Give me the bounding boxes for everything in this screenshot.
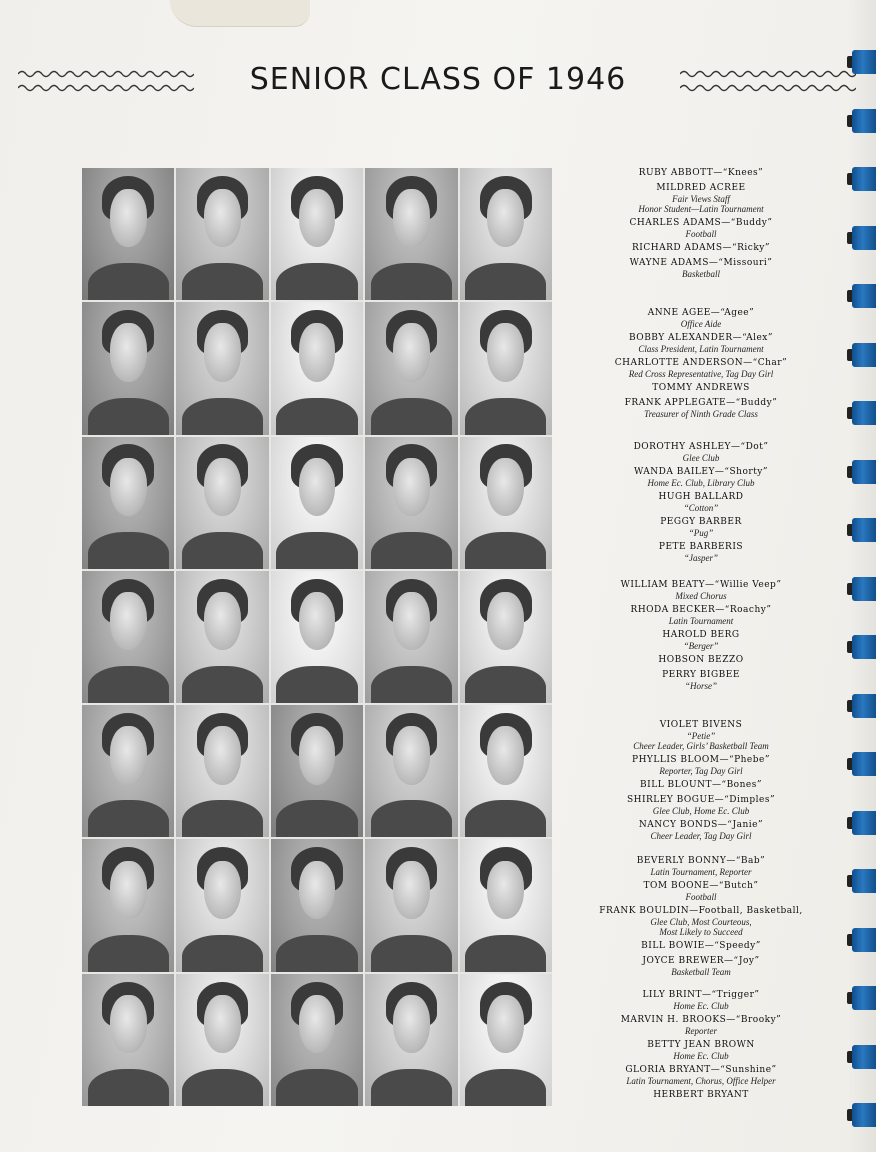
portrait-face <box>487 995 524 1053</box>
student-name: RICHARD ADAMS—“Ricky” <box>632 243 770 253</box>
student-entry <box>568 1040 834 1061</box>
student-name: PERRY BIGBEE <box>662 670 740 680</box>
portrait-shoulders <box>276 263 357 300</box>
student-name: LILY BRINT—“Trigger” <box>642 990 760 1000</box>
student-portrait <box>460 705 552 837</box>
student-name: PHYLLIS BLOOM—“Phebe” <box>632 755 770 765</box>
student-name: BETTY JEAN BROWN <box>647 1040 755 1050</box>
student-name: TOMMY ANDREWS <box>652 383 750 393</box>
student-portrait <box>82 705 174 837</box>
spiral-coil <box>852 986 876 1010</box>
caption-block-row-2 <box>568 308 834 423</box>
student-activity: “Petie” <box>686 731 716 741</box>
student-entry <box>568 243 834 254</box>
student-entry <box>568 780 834 791</box>
student-portrait <box>460 437 552 569</box>
student-activity: Fair Views Staff <box>672 194 730 204</box>
student-portrait <box>365 168 457 300</box>
portrait-face <box>487 189 524 247</box>
student-portrait <box>82 437 174 569</box>
student-entry <box>568 881 834 902</box>
student-entry <box>568 655 834 666</box>
caption-block-row-3 <box>568 442 834 567</box>
student-portrait <box>82 571 174 703</box>
portrait-face <box>487 592 524 650</box>
portrait-shoulders <box>88 1069 169 1106</box>
student-entry <box>568 218 834 239</box>
portrait-face <box>204 189 241 247</box>
portrait-face <box>393 726 430 784</box>
student-portrait <box>82 974 174 1106</box>
student-name: WILLIAM BEATY—“Willie Veep” <box>620 580 782 590</box>
student-name: PEGGY BARBER <box>660 517 742 527</box>
portrait-face <box>299 323 336 381</box>
student-portrait <box>271 571 363 703</box>
spiral-coil <box>852 343 876 367</box>
portrait-shoulders <box>465 800 546 837</box>
student-activity: Mixed Chorus <box>675 591 727 601</box>
spiral-coil <box>852 1045 876 1069</box>
student-name: BEVERLY BONNY—“Bab” <box>636 856 766 866</box>
student-entry <box>568 333 834 354</box>
student-name: BILL BLOUNT—“Bones” <box>640 780 762 790</box>
spiral-coil <box>852 284 876 308</box>
student-entry <box>568 990 834 1011</box>
portrait-shoulders <box>88 935 169 972</box>
student-entry <box>568 670 834 691</box>
student-entry <box>568 308 834 329</box>
torn-paper-edge <box>170 0 310 27</box>
portrait-face <box>299 592 336 650</box>
student-portrait <box>365 705 457 837</box>
student-portrait <box>460 168 552 300</box>
portrait-face <box>110 861 147 919</box>
portrait-shoulders <box>88 263 169 300</box>
portrait-shoulders <box>276 935 357 972</box>
student-activity: Glee Club, Most Courteous, <box>650 917 752 927</box>
student-activity: Basketball <box>682 269 720 279</box>
portrait-shoulders <box>465 532 546 569</box>
student-name: FRANK APPLEGATE—“Buddy” <box>624 398 778 408</box>
student-portrait <box>176 705 268 837</box>
student-entry <box>568 467 834 488</box>
portrait-face <box>204 726 241 784</box>
student-portrait <box>176 302 268 434</box>
spiral-coil <box>852 401 876 425</box>
student-entry <box>568 398 834 419</box>
portrait-shoulders <box>276 532 357 569</box>
student-portrait <box>176 839 268 971</box>
student-name: WANDA BAILEY—“Shorty” <box>634 467 768 477</box>
portrait-shoulders <box>276 1069 357 1106</box>
spiral-coil <box>852 635 876 659</box>
student-name: CHARLOTTE ANDERSON—“Char” <box>614 358 788 368</box>
student-portrait <box>176 168 268 300</box>
student-portrait <box>460 974 552 1106</box>
portrait-shoulders <box>276 800 357 837</box>
student-portrait <box>460 839 552 971</box>
portrait-shoulders <box>182 1069 263 1106</box>
student-name: ANNE AGEE—“Agee” <box>647 308 755 318</box>
student-activity: Glee Club <box>682 453 720 463</box>
student-activity: Latin Tournament, Chorus, Office Helper <box>626 1076 776 1086</box>
student-name: HERBERT BRYANT <box>653 1090 749 1100</box>
student-entry <box>568 1015 834 1036</box>
student-activity: Cheer Leader, Girls’ Basketball Team <box>633 741 769 751</box>
caption-column <box>568 168 834 1106</box>
student-entry <box>568 358 834 379</box>
student-name: TOM BOONE—“Butch” <box>643 881 759 891</box>
student-activity: Class President, Latin Tournament <box>638 344 764 354</box>
student-entry <box>568 492 834 513</box>
portrait-shoulders <box>88 532 169 569</box>
caption-block-row-5 <box>568 720 834 845</box>
student-activity: Home Ec. Club <box>673 1001 729 1011</box>
student-activity: “Berger” <box>683 641 719 651</box>
student-portrait <box>271 974 363 1106</box>
spiral-binding <box>848 0 876 1152</box>
student-activity: Treasurer of Ninth Grade Class <box>644 409 758 419</box>
student-portrait <box>82 168 174 300</box>
student-name: DOROTHY ASHLEY—“Dot” <box>633 442 769 452</box>
portrait-shoulders <box>465 666 546 703</box>
student-name: VIOLET BIVENS <box>659 720 743 730</box>
portrait-shoulders <box>465 935 546 972</box>
portrait-shoulders <box>182 666 263 703</box>
caption-block-row-6 <box>568 856 834 981</box>
portrait-shoulders <box>371 1069 452 1106</box>
portrait-face <box>487 323 524 381</box>
caption-block-row-7 <box>568 990 834 1105</box>
portrait-face <box>110 323 147 381</box>
student-entry <box>568 820 834 841</box>
spiral-coil <box>852 694 876 718</box>
student-portrait <box>271 168 363 300</box>
portrait-shoulders <box>88 398 169 435</box>
student-entry <box>568 755 834 776</box>
portrait-face <box>299 189 336 247</box>
student-portrait <box>271 302 363 434</box>
portrait-shoulders <box>182 263 263 300</box>
student-entry <box>568 183 834 214</box>
student-name: WAYNE ADAMS—“Missouri” <box>629 258 773 268</box>
student-portrait <box>365 437 457 569</box>
portrait-shoulders <box>182 532 263 569</box>
page-title: SENIOR CLASS OF 1946 <box>249 62 627 97</box>
portrait-face <box>487 861 524 919</box>
portrait-face <box>393 995 430 1053</box>
student-entry <box>568 1090 834 1101</box>
caption-block-row-4 <box>568 580 834 695</box>
student-activity: Cheer Leader, Tag Day Girl <box>650 831 752 841</box>
portrait-face <box>299 995 336 1053</box>
spiral-coil <box>852 577 876 601</box>
student-entry <box>568 856 834 877</box>
student-entry <box>568 383 834 394</box>
portrait-face <box>204 861 241 919</box>
student-portrait <box>365 839 457 971</box>
portrait-face <box>204 458 241 516</box>
spiral-coil <box>852 109 876 133</box>
spiral-coil <box>852 1103 876 1127</box>
student-portrait <box>271 705 363 837</box>
student-entry <box>568 258 834 279</box>
student-name: JOYCE BREWER—“Joy” <box>642 956 760 966</box>
student-portrait <box>176 571 268 703</box>
student-activity: Reporter, Tag Day Girl <box>659 766 743 776</box>
student-entry <box>568 956 834 977</box>
portrait-grid <box>82 168 552 1106</box>
portrait-face <box>299 726 336 784</box>
student-activity: Latin Tournament <box>668 616 734 626</box>
spiral-coil <box>852 869 876 893</box>
student-name: MARVIN H. BROOKS—“Brooky” <box>620 1015 782 1025</box>
portrait-shoulders <box>371 398 452 435</box>
portrait-shoulders <box>276 666 357 703</box>
student-portrait <box>365 974 457 1106</box>
spiral-coil <box>852 518 876 542</box>
student-entry <box>568 580 834 601</box>
student-activity: Basketball Team <box>671 967 731 977</box>
student-name: BILL BOWIE—“Speedy” <box>641 941 761 951</box>
student-portrait <box>271 839 363 971</box>
spiral-coil <box>852 226 876 250</box>
student-name: HOBSON BEZZO <box>658 655 744 665</box>
portrait-face <box>393 592 430 650</box>
student-name: PETE BARBERIS <box>658 542 744 552</box>
portrait-shoulders <box>465 1069 546 1106</box>
portrait-face <box>110 592 147 650</box>
left-wave-ornament <box>18 68 194 96</box>
student-portrait <box>82 839 174 971</box>
student-name: MILDRED ACREE <box>656 183 746 193</box>
student-entry <box>568 542 834 563</box>
portrait-shoulders <box>371 263 452 300</box>
student-entry <box>568 442 834 463</box>
student-name: BOBBY ALEXANDER—“Alex” <box>629 333 773 343</box>
portrait-face <box>487 726 524 784</box>
student-activity: Football <box>685 229 717 239</box>
portrait-face <box>204 323 241 381</box>
student-activity: Most Likely to Succeed <box>659 927 743 937</box>
student-activity: Office Aide <box>680 319 722 329</box>
student-portrait <box>365 571 457 703</box>
portrait-face <box>299 861 336 919</box>
student-portrait <box>460 571 552 703</box>
portrait-face <box>110 189 147 247</box>
student-entry <box>568 720 834 751</box>
student-portrait <box>271 437 363 569</box>
student-portrait <box>365 302 457 434</box>
student-name: FRANK BOULDIN—Football, Basketball, <box>599 906 803 916</box>
portrait-shoulders <box>371 532 452 569</box>
portrait-face <box>393 189 430 247</box>
portrait-shoulders <box>371 800 452 837</box>
student-activity: Home Ec. Club, Library Club <box>647 478 755 488</box>
student-activity: Home Ec. Club <box>673 1051 729 1061</box>
student-name: NANCY BONDS—“Janie” <box>638 820 764 830</box>
spiral-coil <box>852 928 876 952</box>
student-name: RUBY ABBOTT—“Knees” <box>638 168 764 178</box>
portrait-face <box>110 726 147 784</box>
student-activity: Honor Student—Latin Tournament <box>638 204 764 214</box>
student-entry <box>568 1065 834 1086</box>
portrait-shoulders <box>465 398 546 435</box>
caption-block-row-1 <box>568 168 834 283</box>
portrait-shoulders <box>182 935 263 972</box>
right-wave-ornament <box>680 68 856 96</box>
spiral-coil <box>852 460 876 484</box>
student-entry <box>568 517 834 538</box>
student-activity: Glee Club, Home Ec. Club <box>652 806 750 816</box>
student-activity: “Horse” <box>684 681 717 691</box>
student-name: RHODA BECKER—“Roachy” <box>630 605 772 615</box>
student-entry <box>568 941 834 952</box>
page-header <box>0 60 876 104</box>
portrait-face <box>204 995 241 1053</box>
portrait-face <box>110 458 147 516</box>
portrait-face <box>110 995 147 1053</box>
student-portrait <box>176 437 268 569</box>
student-name: HAROLD BERG <box>662 630 740 640</box>
student-name: HUGH BALLARD <box>658 492 744 502</box>
spiral-coil <box>852 811 876 835</box>
student-activity: “Jasper” <box>683 553 718 563</box>
portrait-face <box>393 861 430 919</box>
portrait-face <box>393 458 430 516</box>
student-name: SHIRLEY BOGUE—“Dimples” <box>626 795 776 805</box>
portrait-face <box>204 592 241 650</box>
spiral-coil <box>852 167 876 191</box>
student-activity: Reporter <box>685 1026 717 1036</box>
student-name: GLORIA BRYANT—“Sunshine” <box>625 1065 777 1075</box>
portrait-shoulders <box>182 398 263 435</box>
student-portrait <box>176 974 268 1106</box>
portrait-shoulders <box>276 398 357 435</box>
portrait-face <box>299 458 336 516</box>
student-entry <box>568 168 834 179</box>
portrait-shoulders <box>88 666 169 703</box>
student-portrait <box>460 302 552 434</box>
portrait-face <box>393 323 430 381</box>
portrait-shoulders <box>371 935 452 972</box>
student-activity: Latin Tournament, Reporter <box>650 867 752 877</box>
student-activity: Red Cross Representative, Tag Day Girl <box>628 369 774 379</box>
spiral-coil <box>852 752 876 776</box>
student-portrait <box>82 302 174 434</box>
student-activity: “Pug” <box>688 528 714 538</box>
student-entry <box>568 630 834 651</box>
student-entry <box>568 795 834 816</box>
student-name: CHARLES ADAMS—“Buddy” <box>629 218 773 228</box>
student-entry <box>568 906 834 937</box>
portrait-shoulders <box>371 666 452 703</box>
student-entry <box>568 605 834 626</box>
portrait-shoulders <box>465 263 546 300</box>
student-activity: Football <box>685 892 717 902</box>
portrait-face <box>487 458 524 516</box>
portrait-shoulders <box>182 800 263 837</box>
student-activity: “Cotton” <box>683 503 719 513</box>
portrait-shoulders <box>88 800 169 837</box>
